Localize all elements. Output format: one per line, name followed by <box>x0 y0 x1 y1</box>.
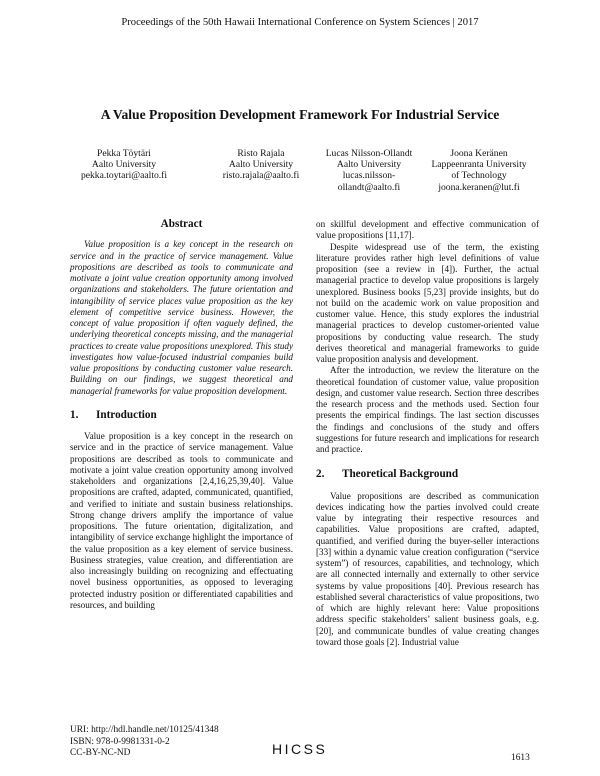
body-paragraph: on skillful development and effective communication of value propositions [11,17]. <box>316 219 539 241</box>
section-number: 1. <box>70 408 79 421</box>
section-number: 2. <box>316 468 325 481</box>
conference-logo: HICSS <box>272 741 328 757</box>
author-affiliation: of Technology <box>451 170 507 182</box>
author-email: joona.keranen@lut.fi <box>438 181 520 193</box>
body-paragraph: After the introduction, we review the literature on the theoretical foundation of customer value, value proposition design, and customer value research. Section three describes the research process and the methods used. Section four presents the empirical findings. The last section discusses the findings and conclusions of the study and offers suggestions for future research and implications for research and practice. <box>316 365 539 454</box>
author-affiliation: Aalto University <box>91 159 157 171</box>
footer-uri: URI: http://hdl.handle.net/10125/41348 <box>70 725 219 735</box>
author-name: Risto Rajala <box>237 148 285 159</box>
author-email: risto.rajala@aalto.fi <box>222 170 300 182</box>
body-paragraph: Despite widespread use of the term, the existing literature provides rather high level definitions of value proposition (see a review in [4]). Further, the actual managerial practice to develop value propositions is largely unexplored. Business books [5,23] provide insights, but do not build on the academic work on value proposition and customer value. Hence, this study explores the industrial managerial practices to develop customer-oriented value propositions by conducting value research. The study derives theoretical and managerial frameworks to guide value proposition analysis and development. <box>316 241 539 364</box>
body-paragraph: Value propositions are described as communication devices indicating how the parties involved could create value by integrating their respective resources and capabilities. Value propositions are crafted, adapted, quantified, and verified during the buyer-seller interactions [33] within a dynamic value creation configuration (“service system”) of resources, capabilities, and technology, which are all connected internally and externally to other service systems by value propositions [40]. Previous research has established several characteristics of value propositions, two of which are highly relevant here: Value propositions address specific stakeholders’ salient business goals, e.g. [20], and communicate bundles of value creating changes toward those goals [2]. Industrial value <box>316 490 539 647</box>
author-block <box>419 148 539 193</box>
page-number: 1613 <box>511 753 530 763</box>
footer-license: CC-BY-NC-ND <box>70 748 131 759</box>
section-heading <box>70 410 293 421</box>
abstract-text: Value proposition is a key concept in the research on service and in the practice of service management. Value propositions are described as tools to communicate and motivate a joint value creation opportunity among involved organizations and stakeholders. The future orientation and intangibility of service places value proposition as the key element of competitive service business. However, the concept of value proposition if often vaguely defined, the underlying theoretical concepts missing, and the managerial practices to create value propositions unexplored. This study investigates how value-focused industrial companies build value propositions by conducting customer value research. Building on our findings, we suggest theoretical and managerial frameworks for value proposition development. <box>70 239 293 396</box>
running-header: Proceedings of the 50th Hawaii International Conference on System Sciences | 2017 <box>121 17 479 28</box>
author-name: Lucas Nilsson-Ollandt <box>325 148 413 159</box>
paper-title: A Value Proposition Development Framework For Industrial Service <box>100 107 500 122</box>
section-title: Introduction <box>96 408 157 421</box>
author-block <box>68 148 180 182</box>
left-column <box>70 219 293 611</box>
author-affiliation: Aalto University <box>228 159 294 171</box>
author-email: lucas.nilsson- <box>342 170 396 182</box>
author-block <box>312 148 426 193</box>
section-title: Theoretical Background <box>342 468 459 481</box>
right-column <box>316 219 539 648</box>
author-email: ollandt@aalto.fi <box>337 181 401 193</box>
footer-isbn: ISBN: 978-0-9981331-0-2 <box>70 736 170 747</box>
abstract-heading: Abstract <box>160 218 203 230</box>
body-paragraph: Value proposition is a key concept in the research on service and in the practice of service management. Value propositions are described as tools to communicate and motivate a joint value creation opportunity among involved stakeholders and organizations [2,4,16,25,39,40]. Value propositions are crafted, adapted, communicated, quantified, and verified to initiate and sustain business relationships. Strong change drivers amplify the importance of value propositions. The future orientation, digitalization, and intangibility of service exchange highlight the importance of the value proposition as a key element of service business. Business strategies, value creation, and differentiation are also increasingly building on recognizing and effectuating novel business opportunities, as opposed to leveraging protected industry position or differentiated capabilities and resources, and building <box>70 431 293 610</box>
author-name: Joona Keränen <box>450 148 508 159</box>
section-heading <box>316 469 539 480</box>
author-block <box>205 148 317 182</box>
footer-metadata <box>70 725 219 760</box>
author-name: Pekka Töytäri <box>97 148 151 159</box>
author-affiliation: Aalto University <box>336 159 402 171</box>
author-affiliation: Lappeenranta University <box>431 159 527 171</box>
author-email: pekka.toytari@aalto.fi <box>80 170 168 182</box>
